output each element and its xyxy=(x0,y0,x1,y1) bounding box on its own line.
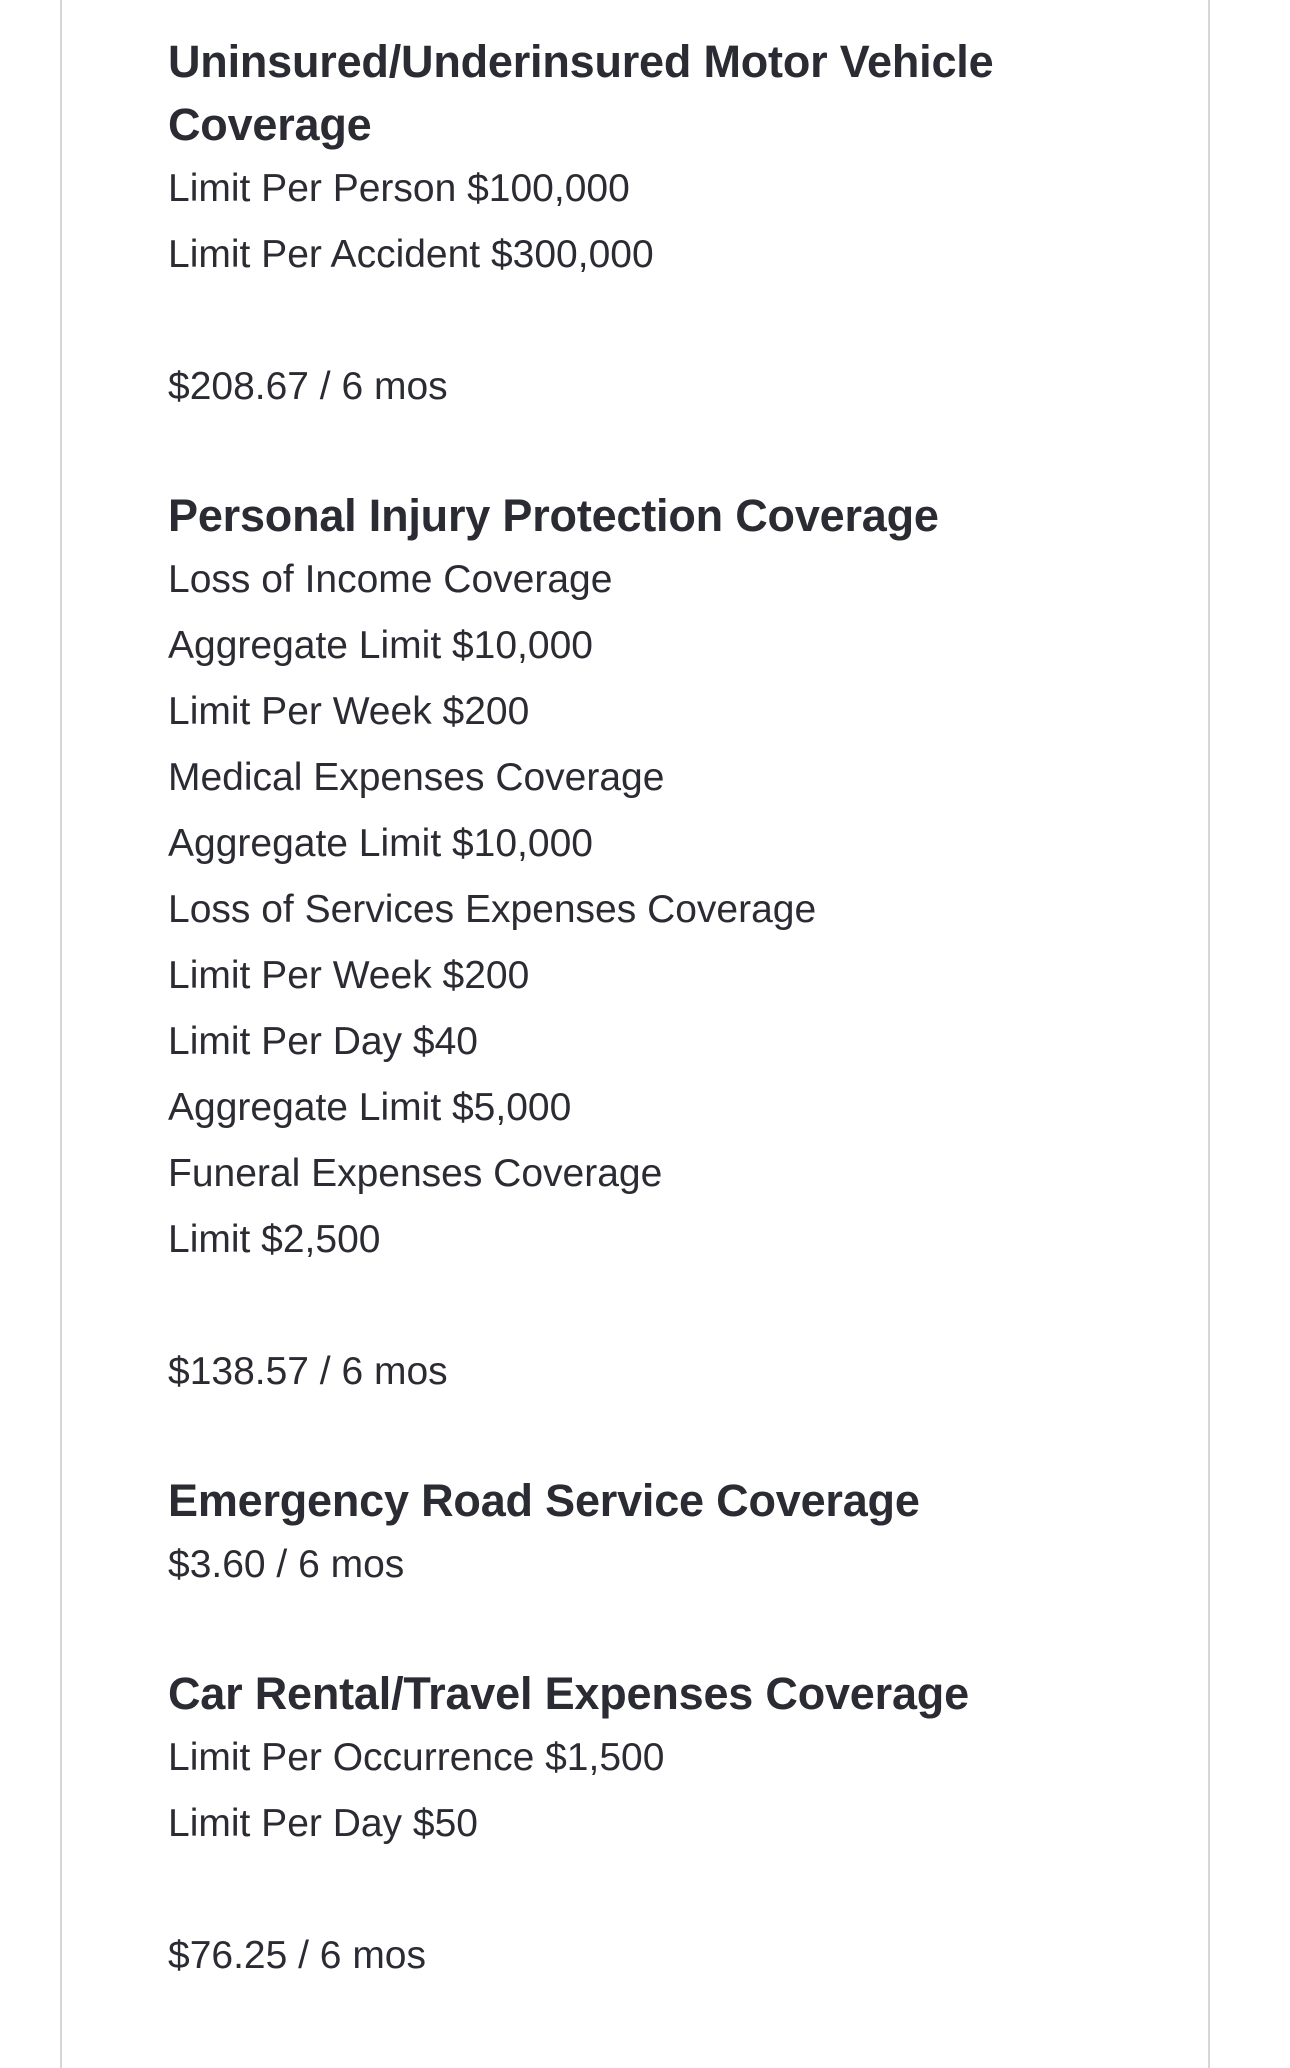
spacer xyxy=(168,1598,1168,1662)
spacer xyxy=(168,420,1168,484)
coverage-limit-line: Aggregate Limit $5,000 xyxy=(168,1086,572,1129)
coverage-limit-line: Limit Per Week $200 xyxy=(168,954,530,997)
coverage-limit-line: Limit Per Accident $300,000 xyxy=(168,233,654,276)
coverage-section-personal-injury-protection xyxy=(168,484,1168,1469)
coverage-limit-line: Limit Per Week $200 xyxy=(168,690,530,733)
coverage-limit-line: Limit Per Occurrence $1,500 xyxy=(168,1736,665,1779)
coverage-price: $76.25 / 6 mos xyxy=(168,1934,426,1977)
coverage-price: $138.57 / 6 mos xyxy=(168,1350,448,1393)
spacer xyxy=(168,288,1168,354)
coverage-section-car-rental-travel xyxy=(168,1662,1168,1989)
coverage-limit-line: Medical Expenses Coverage xyxy=(168,756,665,799)
coverage-price: $208.67 / 6 mos xyxy=(168,365,448,408)
coverage-section-uninsured-motorist xyxy=(168,30,1168,484)
coverage-limit-line: Loss of Services Expenses Coverage xyxy=(168,888,817,931)
spacer xyxy=(168,1405,1168,1469)
spacer xyxy=(168,1857,1168,1923)
coverage-title: Personal Injury Protection Coverage xyxy=(168,490,939,541)
coverage-limit-line: Limit $2,500 xyxy=(168,1218,381,1261)
coverage-list xyxy=(168,30,1168,1989)
coverage-title: Car Rental/Travel Expenses Coverage xyxy=(168,1668,969,1719)
coverage-limit-line: Limit Per Person $100,000 xyxy=(168,167,630,210)
coverage-limit-line: Aggregate Limit $10,000 xyxy=(168,624,593,667)
coverage-title: Emergency Road Service Coverage xyxy=(168,1475,920,1526)
coverage-section-emergency-road-service xyxy=(168,1469,1168,1662)
coverage-details-card xyxy=(60,0,1210,2068)
coverage-limit-line: Aggregate Limit $10,000 xyxy=(168,822,593,865)
coverage-limit-line: Loss of Income Coverage xyxy=(168,558,613,601)
coverage-title: Uninsured/Underinsured Motor Vehicle Coverage xyxy=(168,36,994,150)
spacer xyxy=(168,1273,1168,1339)
coverage-limit-line: Funeral Expenses Coverage xyxy=(168,1152,663,1195)
coverage-price: $3.60 / 6 mos xyxy=(168,1543,405,1586)
coverage-limit-line: Limit Per Day $50 xyxy=(168,1802,478,1845)
coverage-limit-line: Limit Per Day $40 xyxy=(168,1020,478,1063)
